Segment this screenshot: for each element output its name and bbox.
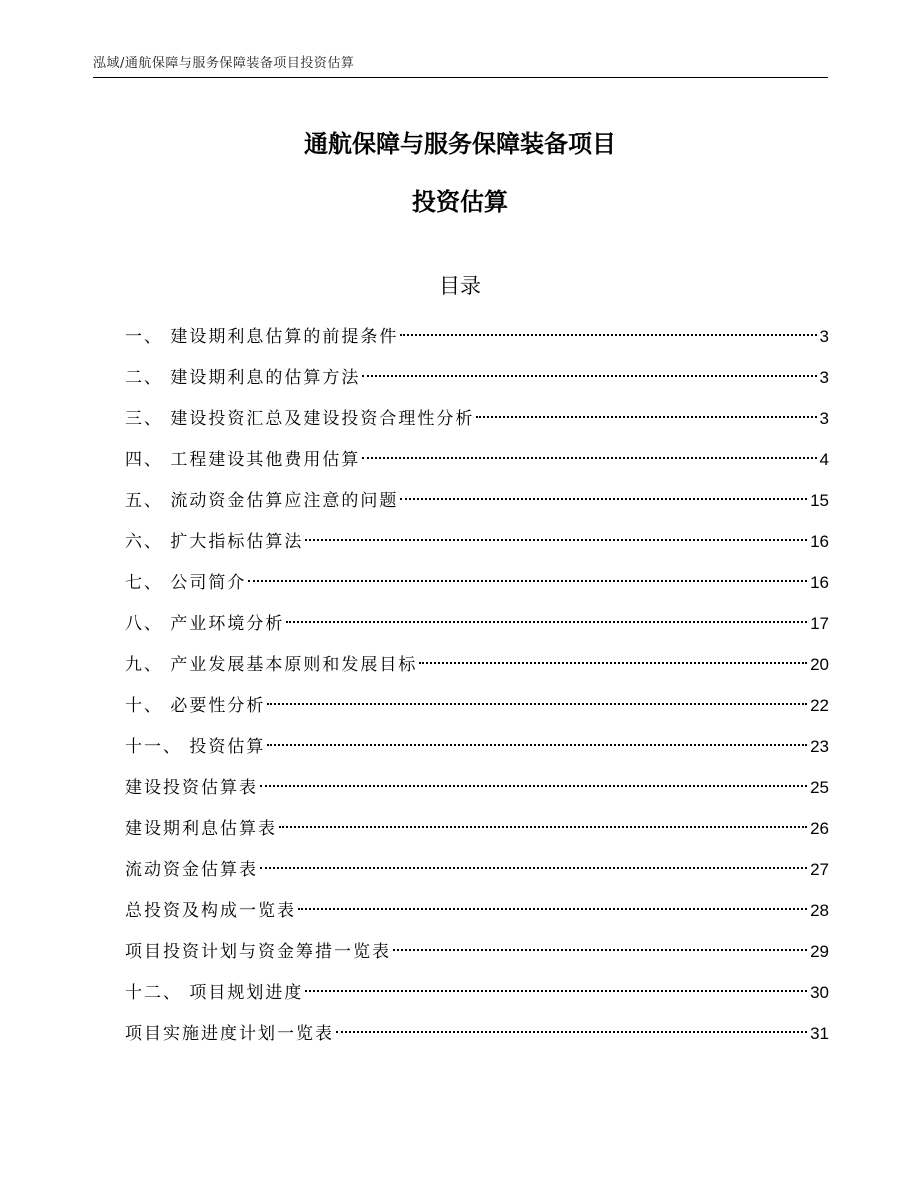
table-of-contents <box>125 322 829 1060</box>
toc-leader-dots <box>419 662 807 664</box>
toc-entry-label: 十、 必要性分析 <box>125 696 266 716</box>
toc-entry[interactable] <box>125 773 829 814</box>
toc-entry-page: 30 <box>810 983 829 1002</box>
toc-entry[interactable] <box>125 691 829 732</box>
toc-entry-page: 15 <box>810 491 829 510</box>
toc-entry-page: 23 <box>810 737 829 756</box>
toc-entry-label: 项目实施进度计划一览表 <box>125 1024 334 1044</box>
toc-leader-dots <box>400 334 816 336</box>
toc-entry[interactable] <box>125 937 829 978</box>
toc-entry[interactable] <box>125 404 829 445</box>
toc-leader-dots <box>267 744 807 746</box>
toc-entry[interactable] <box>125 445 829 486</box>
toc-entry-page: 20 <box>810 655 829 674</box>
toc-entry-label: 项目投资计划与资金筹措一览表 <box>125 942 391 962</box>
toc-entry-page: 26 <box>810 819 829 838</box>
toc-leader-dots <box>305 539 807 541</box>
toc-entry-label: 十二、 项目规划进度 <box>125 983 304 1003</box>
header-divider <box>93 77 828 78</box>
toc-entry[interactable] <box>125 1019 829 1060</box>
document-subtitle: 投资估算 <box>412 188 508 216</box>
toc-leader-dots <box>267 703 807 705</box>
document-title: 通航保障与服务保障装备项目 <box>304 130 616 158</box>
toc-entry[interactable] <box>125 732 829 773</box>
toc-leader-dots <box>260 785 807 787</box>
toc-entry-page: 3 <box>819 409 829 428</box>
toc-entry[interactable] <box>125 650 829 691</box>
toc-leader-dots <box>260 867 807 869</box>
toc-entry-label: 流动资金估算表 <box>125 860 258 880</box>
toc-entry-label: 四、 工程建设其他费用估算 <box>125 450 361 470</box>
toc-leader-dots <box>279 826 807 828</box>
toc-entry-label: 十一、 投资估算 <box>125 737 266 757</box>
toc-entry-page: 4 <box>819 450 829 469</box>
toc-heading: 目录 <box>439 274 481 298</box>
toc-leader-dots <box>286 621 807 623</box>
toc-entry-label: 建设投资估算表 <box>125 778 258 798</box>
toc-entry-page: 16 <box>810 573 829 592</box>
toc-entry[interactable] <box>125 609 829 650</box>
toc-leader-dots <box>362 457 816 459</box>
toc-entry[interactable] <box>125 568 829 609</box>
toc-entry[interactable] <box>125 527 829 568</box>
toc-entry[interactable] <box>125 896 829 937</box>
toc-leader-dots <box>305 990 807 992</box>
running-header: 泓域/通航保障与服务保障装备项目投资估算 <box>93 56 355 71</box>
toc-entry[interactable] <box>125 855 829 896</box>
toc-leader-dots <box>476 416 816 418</box>
toc-entry-label: 二、 建设期利息的估算方法 <box>125 368 361 388</box>
toc-entry[interactable] <box>125 814 829 855</box>
toc-leader-dots <box>336 1031 807 1033</box>
toc-entry-page: 17 <box>810 614 829 633</box>
toc-leader-dots <box>362 375 816 377</box>
toc-entry-page: 25 <box>810 778 829 797</box>
toc-entry-label: 总投资及构成一览表 <box>125 901 296 921</box>
toc-entry-label: 建设期利息估算表 <box>125 819 277 839</box>
toc-entry[interactable] <box>125 486 829 527</box>
toc-leader-dots <box>248 580 807 582</box>
toc-entry-label: 三、 建设投资汇总及建设投资合理性分析 <box>125 409 475 429</box>
toc-entry-label: 七、 公司简介 <box>125 573 247 593</box>
toc-entry[interactable] <box>125 978 829 1019</box>
toc-entry-page: 28 <box>810 901 829 920</box>
toc-entry-label: 六、 扩大指标估算法 <box>125 532 304 552</box>
toc-entry-label: 一、 建设期利息估算的前提条件 <box>125 327 399 347</box>
toc-leader-dots <box>393 949 807 951</box>
toc-entry-page: 16 <box>810 532 829 551</box>
toc-entry-page: 3 <box>819 368 829 387</box>
toc-entry[interactable] <box>125 363 829 404</box>
toc-entry-label: 八、 产业环境分析 <box>125 614 285 634</box>
toc-entry-label: 九、 产业发展基本原则和发展目标 <box>125 655 418 675</box>
toc-leader-dots <box>298 908 807 910</box>
toc-entry-page: 27 <box>810 860 829 879</box>
toc-entry-page: 29 <box>810 942 829 961</box>
toc-entry-page: 22 <box>810 696 829 715</box>
toc-entry-label: 五、 流动资金估算应注意的问题 <box>125 491 399 511</box>
toc-leader-dots <box>400 498 807 500</box>
toc-entry[interactable] <box>125 322 829 363</box>
toc-entry-page: 3 <box>819 327 829 346</box>
toc-entry-page: 31 <box>810 1024 829 1043</box>
